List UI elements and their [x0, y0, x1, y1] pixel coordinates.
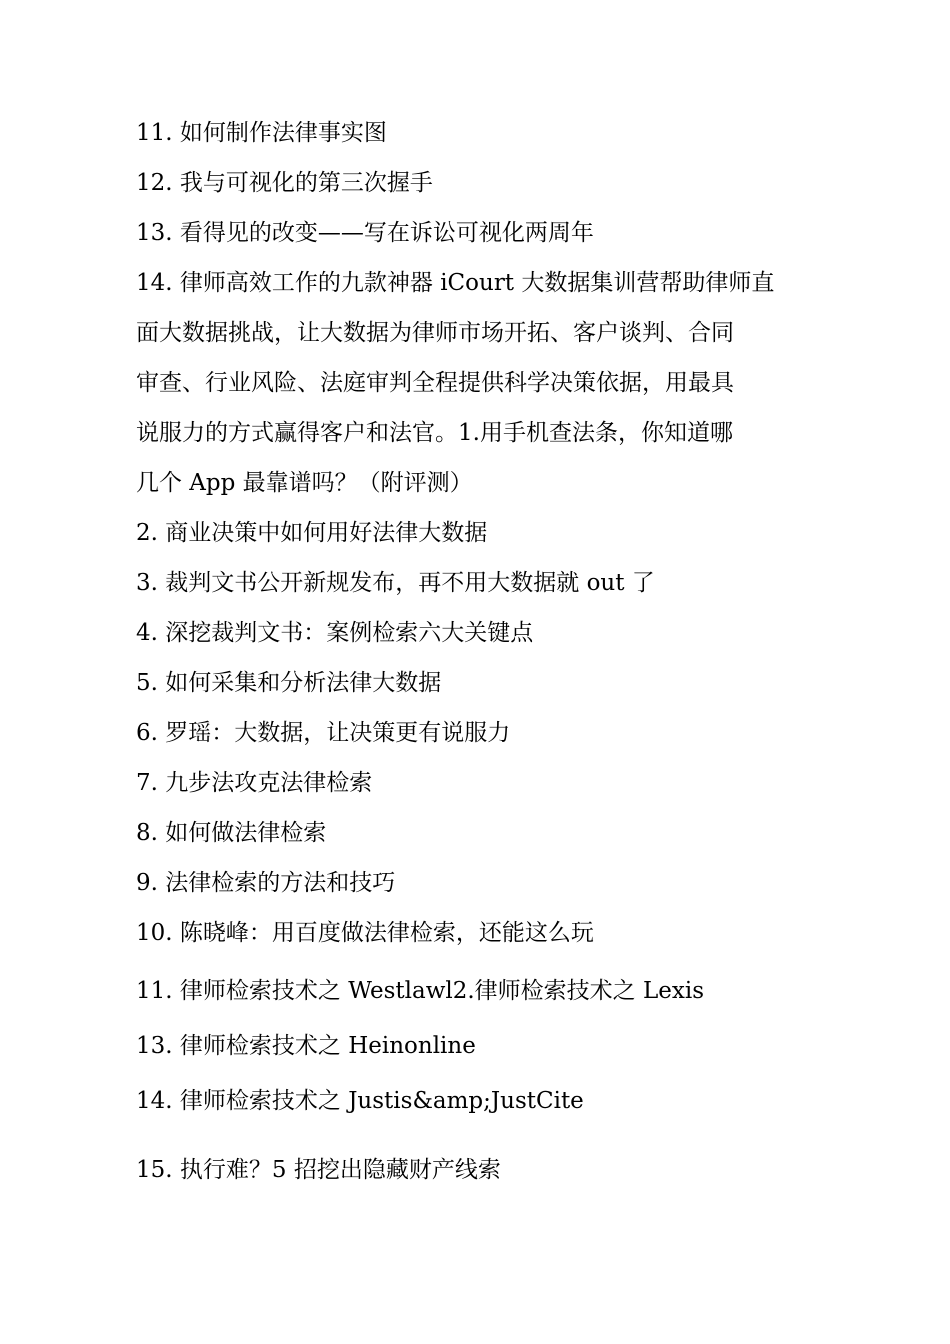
- list-item: 4. 深挖裁判文书：案例检索六大关键点: [136, 620, 534, 646]
- list-item: 13. 看得见的改变——写在诉讼可视化两周年: [136, 220, 594, 246]
- list-item: 5. 如何采集和分析法律大数据: [136, 670, 442, 696]
- list-item: 6. 罗瑶：大数据，让决策更有说服力: [136, 720, 511, 746]
- list-item: 14. 律师高效工作的九款神器 iCourt 大数据集训营帮助律师直: [136, 270, 775, 296]
- list-item: 9. 法律检索的方法和技巧: [136, 870, 396, 896]
- list-item: 7. 九步法攻克法律检索: [136, 770, 373, 796]
- list-item: 14. 律师检索技术之 Justis&amp;JustCite: [136, 1088, 584, 1114]
- list-item: 15. 执行难？5 招挖出隐藏财产线索: [136, 1157, 501, 1183]
- list-item: 11. 律师检索技术之 Westlawl2.律师检索技术之 Lexis: [136, 978, 705, 1004]
- list-item: 3. 裁判文书公开新规发布，再不用大数据就 out 了: [136, 570, 655, 596]
- list-item: 2. 商业决策中如何用好法律大数据: [136, 520, 488, 546]
- list-item: 11. 如何制作法律事实图: [136, 120, 387, 146]
- paragraph-line: 审查、行业风险、法庭审判全程提供科学决策依据，用最具: [136, 370, 734, 396]
- paragraph-line: 说服力的方式赢得客户和法官。1.用手机查法条，你知道哪: [136, 420, 733, 446]
- list-item: 8. 如何做法律检索: [136, 820, 327, 846]
- paragraph-line: 面大数据挑战，让大数据为律师市场开拓、客户谈判、合同: [136, 320, 734, 346]
- list-item: 10. 陈晓峰：用百度做法律检索，还能这么玩: [136, 920, 594, 946]
- list-item: 12. 我与可视化的第三次握手: [136, 170, 433, 196]
- paragraph-line: 几个 App 最靠谱吗？（附评测）: [136, 470, 473, 496]
- list-item: 13. 律师检索技术之 Heinonline: [136, 1033, 476, 1059]
